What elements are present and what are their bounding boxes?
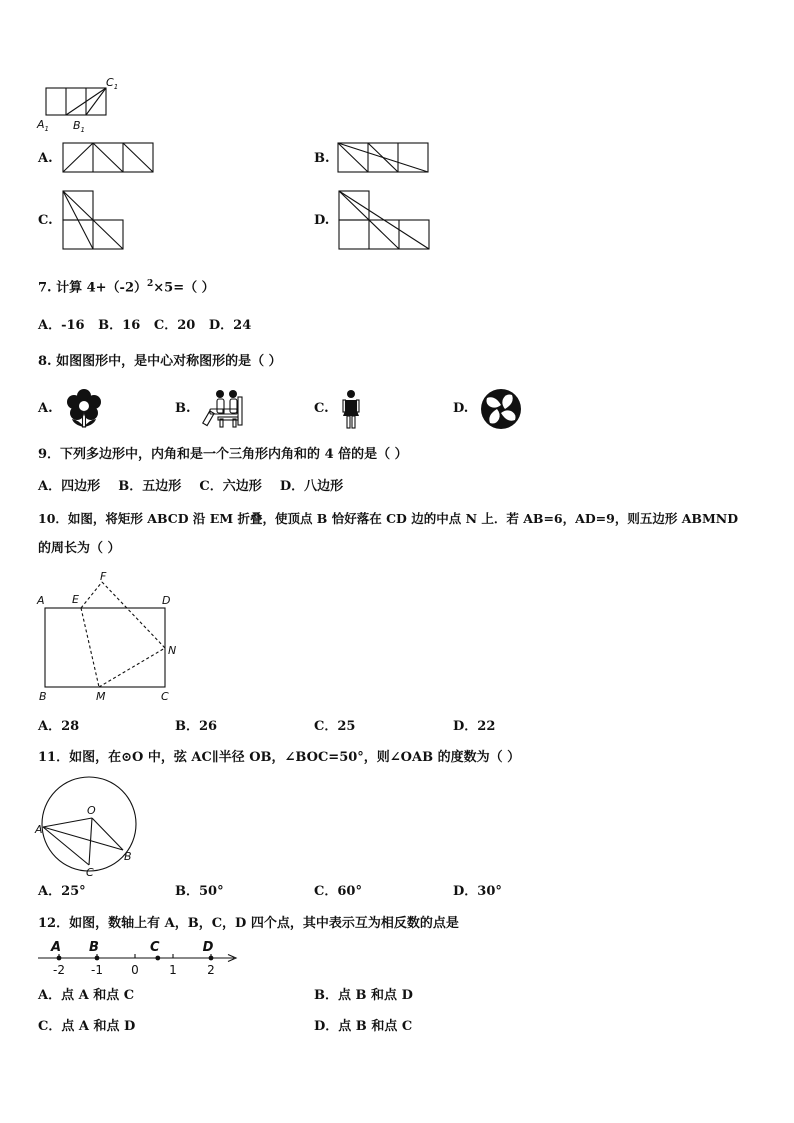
q10-stem-line2: 的周长为（ ） [38,541,121,556]
q10-label-c: C [161,690,169,703]
q10-label-e: E [72,593,79,606]
q10-option-d[interactable]: D．22 [453,719,496,734]
q6-label-c1: $C_1$ [106,76,119,91]
q7-option-a[interactable]: A．-16 [38,318,85,333]
circle-x-icon[interactable] [479,387,523,431]
q6-option-c-label[interactable]: C. [38,213,53,228]
q11-circle-figure [34,772,142,878]
q12-point [209,956,214,961]
q12-option-b[interactable]: B．点 B 和点 D [314,988,413,1003]
q10-label-b: B [39,690,47,703]
flower-icon[interactable] [64,387,104,429]
q6-reference-figure [30,76,130,136]
q10-label-d: D [162,594,171,607]
q10-option-b[interactable]: B．26 [175,719,218,734]
q11-label-a: A [35,823,43,836]
q9-stem: 9．下列多边形中，内角和是一个三角形内角和的 4 倍的是（ ） [38,447,408,462]
q12-tick-label: -2 [53,963,65,977]
two-people-sitting-icon[interactable] [200,389,248,427]
q6-option-d-label[interactable]: D. [314,213,330,228]
q8-stem: 8. 如图图形中，是中心对称图形的是（ ） [38,354,282,369]
q6-option-a-figure[interactable] [62,142,156,174]
q8-option-a-label[interactable]: A. [38,401,53,416]
q12-point-label: C [150,940,160,955]
q8-option-c-label[interactable]: C. [314,401,329,416]
q6-label-a1: $A_1$ [37,118,49,133]
q8-option-b-label[interactable]: B. [175,401,191,416]
q10-stem-line1: 10．如图，将矩形 ABCD 沿 EM 折叠，使顶点 B 恰好落在 CD 边的中点 N 上．若 AB=6，AD=9，则五边形 ABMND [38,511,739,526]
q10-label-m: M [96,690,106,703]
q11-label-o: O [87,804,96,817]
q6-option-c-figure[interactable] [62,190,126,252]
q11-option-d[interactable]: D．30° [453,884,502,899]
q12-tick-label: 1 [169,963,177,977]
q10-label-f: F [100,570,107,583]
q12-point [155,956,160,961]
q12-option-d[interactable]: D．点 B 和点 C [314,1019,413,1034]
q12-tick-label: 2 [207,963,215,977]
q11-option-c[interactable]: C．60° [314,884,362,899]
q11-label-c: C [86,866,94,879]
q10-label-a: A [37,594,45,607]
q7-option-b[interactable]: B．16 [98,318,141,333]
q12-point [95,956,100,961]
q6-option-d-figure[interactable] [338,190,432,252]
q12-tick-label: -1 [91,963,103,977]
q9-option-d[interactable]: D．八边形 [279,479,344,494]
q6-option-b-label[interactable]: B. [314,151,330,166]
q8-option-d-label[interactable]: D. [453,401,469,416]
q11-option-b[interactable]: B．50° [175,884,224,899]
q6-label-b1: $B_1$ [73,119,86,134]
q9-option-a[interactable]: A．四边形 [38,479,101,494]
q6-option-b-figure[interactable] [337,142,431,174]
q11-label-b: B [124,850,132,863]
q12-option-c[interactable]: C．点 A 和点 D [38,1019,136,1034]
q12-point-label: B [89,940,99,955]
q12-tick-label: 0 [131,963,139,977]
q9-option-b[interactable]: B．五边形 [118,479,182,494]
q7-option-c[interactable]: C．20 [153,318,196,333]
q12-point-label: D [202,940,214,955]
woman-icon[interactable] [340,389,362,429]
q7-options [38,318,251,334]
q7-stem: 7. 计算 $4+(-2)^2\times 5=$（ ） [38,279,215,296]
q6-option-a-label[interactable]: A. [38,151,53,166]
q12-point-label: A [50,940,62,955]
q9-option-c[interactable]: C．六边形 [199,479,262,494]
q11-stem: 11．如图，在⊙O 中，弦 AC∥半径 OB，∠BOC=50°，则∠OAB 的度数为（ ） [38,750,521,765]
q10-option-a[interactable]: A．28 [38,719,80,734]
q12-stem: 12．如图，数轴上有 A，B，C，D 四个点，其中表示互为相反数的点是 [38,916,459,931]
q10-rectangle-figure [36,570,186,706]
q11-option-a[interactable]: A．25° [38,884,86,899]
q10-label-n: N [168,644,177,657]
q12-point [57,956,62,961]
q10-option-c[interactable]: C．25 [314,719,356,734]
q7-option-d[interactable]: D．24 [208,318,252,333]
q12-number-line [36,938,246,980]
q9-options [38,479,343,495]
q12-option-a[interactable]: A．点 A 和点 C [38,988,135,1003]
